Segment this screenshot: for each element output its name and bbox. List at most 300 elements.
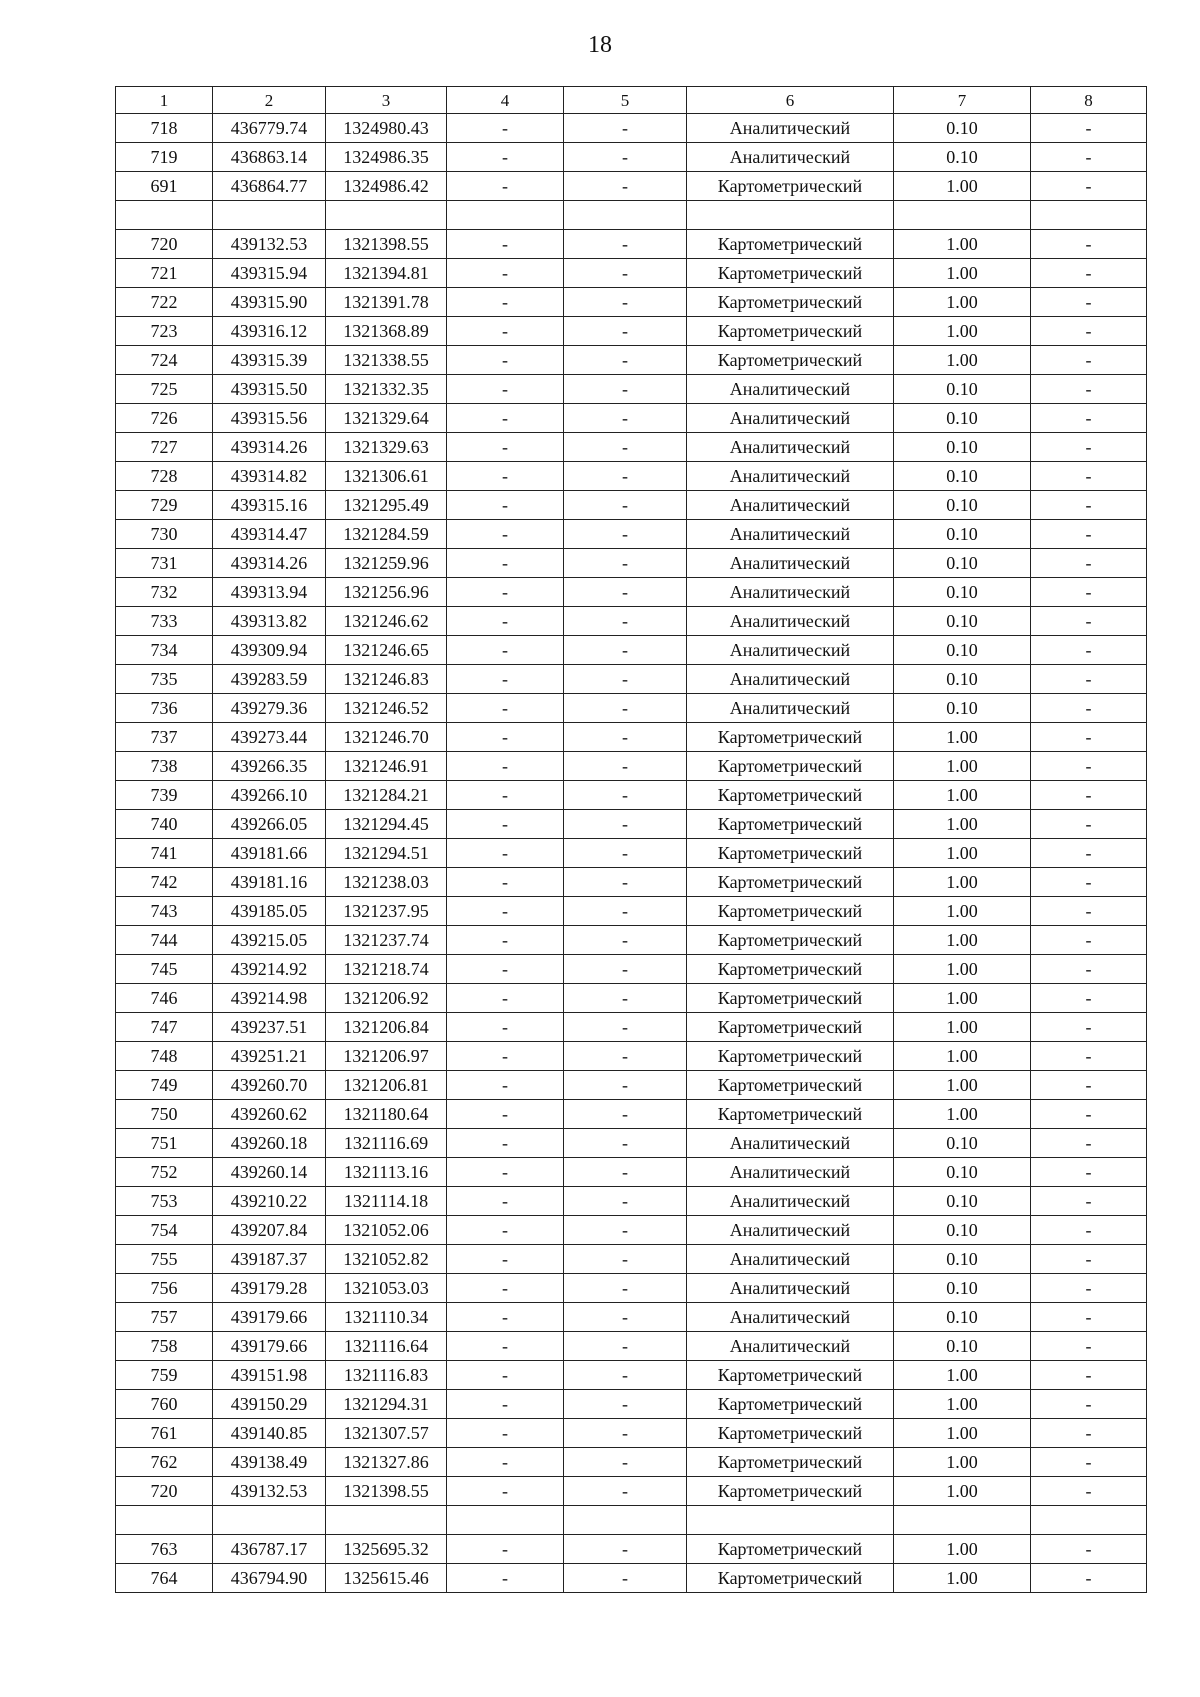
table-cell: 439315.56: [213, 404, 326, 433]
table-cell: -: [447, 491, 564, 520]
table-cell: 1.00: [894, 839, 1031, 868]
header-cell: 4: [447, 87, 564, 114]
table-cell: -: [1031, 839, 1147, 868]
table-cell: 439179.66: [213, 1332, 326, 1361]
table-cell: 439215.05: [213, 926, 326, 955]
header-cell: 7: [894, 87, 1031, 114]
table-cell: Картометрический: [687, 868, 894, 897]
table-row: [116, 433, 1147, 462]
table-cell: [213, 201, 326, 230]
header-cell: 5: [564, 87, 687, 114]
table-cell: Аналитический: [687, 404, 894, 433]
table-cell: 439315.16: [213, 491, 326, 520]
table-cell: [447, 201, 564, 230]
table-cell: -: [564, 1564, 687, 1593]
table-cell: -: [1031, 1245, 1147, 1274]
table-row: [116, 230, 1147, 259]
table-row: [116, 781, 1147, 810]
table-cell: -: [1031, 114, 1147, 143]
table-cell: 1.00: [894, 1448, 1031, 1477]
table-cell: 720: [116, 1477, 213, 1506]
table-row: [116, 1100, 1147, 1129]
table-cell: -: [447, 114, 564, 143]
table-cell: -: [447, 346, 564, 375]
table-cell: -: [1031, 1419, 1147, 1448]
table-cell: Аналитический: [687, 143, 894, 172]
table-cell: 1321394.81: [326, 259, 447, 288]
table-cell: -: [447, 1071, 564, 1100]
table-cell: 439138.49: [213, 1448, 326, 1477]
table-cell: 439314.26: [213, 549, 326, 578]
table-cell: -: [1031, 781, 1147, 810]
table-row: [116, 114, 1147, 143]
table-cell: -: [564, 1158, 687, 1187]
table-cell: 726: [116, 404, 213, 433]
table-cell: -: [1031, 1332, 1147, 1361]
table-cell: 439260.62: [213, 1100, 326, 1129]
table-cell: -: [1031, 1564, 1147, 1593]
table-cell: -: [1031, 520, 1147, 549]
table-cell: -: [447, 1361, 564, 1390]
table-cell: Картометрический: [687, 172, 894, 201]
table-cell: 732: [116, 578, 213, 607]
table-cell: -: [564, 1274, 687, 1303]
table-cell: 439237.51: [213, 1013, 326, 1042]
table-cell: 1321246.62: [326, 607, 447, 636]
table-cell: -: [564, 491, 687, 520]
table-cell: Аналитический: [687, 607, 894, 636]
table-cell: -: [564, 665, 687, 694]
table-row: [116, 201, 1147, 230]
table-cell: 0.10: [894, 404, 1031, 433]
table-cell: 729: [116, 491, 213, 520]
table-cell: 439260.14: [213, 1158, 326, 1187]
table-cell: 1.00: [894, 926, 1031, 955]
table-cell: [116, 201, 213, 230]
table-cell: -: [447, 1216, 564, 1245]
table-cell: 439181.66: [213, 839, 326, 868]
table-cell: 759: [116, 1361, 213, 1390]
table-cell: Картометрический: [687, 752, 894, 781]
table-cell: 1.00: [894, 1477, 1031, 1506]
table-cell: -: [1031, 984, 1147, 1013]
table-cell: 439187.37: [213, 1245, 326, 1274]
table-cell: -: [447, 1187, 564, 1216]
header-cell: 1: [116, 87, 213, 114]
table-row: [116, 868, 1147, 897]
table-cell: 1321329.64: [326, 404, 447, 433]
table-cell: 1321110.34: [326, 1303, 447, 1332]
table-cell: -: [1031, 404, 1147, 433]
table-cell: Картометрический: [687, 723, 894, 752]
table-cell: Картометрический: [687, 926, 894, 955]
table-cell: -: [564, 346, 687, 375]
table-cell: 1321294.31: [326, 1390, 447, 1419]
table-cell: Картометрический: [687, 1071, 894, 1100]
table-row: [116, 1187, 1147, 1216]
table-cell: -: [1031, 607, 1147, 636]
table-cell: 1321116.69: [326, 1129, 447, 1158]
table-cell: Аналитический: [687, 1245, 894, 1274]
table-cell: Аналитический: [687, 549, 894, 578]
table-cell: -: [564, 636, 687, 665]
table-cell: [447, 1506, 564, 1535]
table-cell: Аналитический: [687, 636, 894, 665]
table-cell: 439260.70: [213, 1071, 326, 1100]
table-cell: -: [447, 317, 564, 346]
table-cell: -: [447, 1564, 564, 1593]
table-cell: -: [447, 288, 564, 317]
table-cell: Картометрический: [687, 346, 894, 375]
table-cell: [687, 1506, 894, 1535]
table-cell: -: [564, 520, 687, 549]
table-cell: -: [1031, 810, 1147, 839]
table-row: [116, 346, 1147, 375]
table-cell: 1321246.70: [326, 723, 447, 752]
table-cell: -: [447, 636, 564, 665]
table-cell: Аналитический: [687, 665, 894, 694]
table-cell: -: [1031, 752, 1147, 781]
table-cell: -: [447, 781, 564, 810]
table-row: [116, 375, 1147, 404]
table-cell: 0.10: [894, 520, 1031, 549]
table-row: [116, 984, 1147, 1013]
table-cell: -: [447, 1042, 564, 1071]
table-cell: -: [447, 1245, 564, 1274]
table-cell: -: [564, 839, 687, 868]
table-cell: 1324986.42: [326, 172, 447, 201]
table-row: [116, 1564, 1147, 1593]
table-cell: -: [1031, 288, 1147, 317]
table-cell: 0.10: [894, 1303, 1031, 1332]
table-cell: -: [1031, 955, 1147, 984]
table-cell: Картометрический: [687, 1535, 894, 1564]
table-cell: 719: [116, 143, 213, 172]
table-cell: -: [1031, 1216, 1147, 1245]
table-cell: 436787.17: [213, 1535, 326, 1564]
table-cell: -: [447, 1100, 564, 1129]
table-row: [116, 897, 1147, 926]
table-cell: 0.10: [894, 375, 1031, 404]
table-cell: -: [564, 897, 687, 926]
table-cell: -: [564, 723, 687, 752]
table-cell: 0.10: [894, 549, 1031, 578]
table-cell: 439260.18: [213, 1129, 326, 1158]
table-cell: 1.00: [894, 1361, 1031, 1390]
table-cell: 439316.12: [213, 317, 326, 346]
table-cell: -: [564, 694, 687, 723]
table-cell: 1.00: [894, 752, 1031, 781]
table-cell: 0.10: [894, 491, 1031, 520]
table-row: [116, 1129, 1147, 1158]
table-cell: -: [564, 143, 687, 172]
table-cell: 439279.36: [213, 694, 326, 723]
table-cell: Картометрический: [687, 1042, 894, 1071]
table-cell: Аналитический: [687, 114, 894, 143]
table-cell: 1321206.97: [326, 1042, 447, 1071]
table-cell: [564, 1506, 687, 1535]
table-cell: 1.00: [894, 1100, 1031, 1129]
table-header: [116, 87, 1147, 114]
table-cell: -: [1031, 1100, 1147, 1129]
table-row: [116, 810, 1147, 839]
table-cell: -: [564, 578, 687, 607]
table-cell: 439314.82: [213, 462, 326, 491]
table-cell: [213, 1506, 326, 1535]
table-row: [116, 1332, 1147, 1361]
table-cell: 1.00: [894, 1071, 1031, 1100]
table-cell: -: [564, 1216, 687, 1245]
table-cell: Аналитический: [687, 1216, 894, 1245]
table-row: [116, 520, 1147, 549]
table-cell: -: [447, 694, 564, 723]
table-cell: -: [1031, 143, 1147, 172]
table-cell: -: [564, 1303, 687, 1332]
table-cell: [894, 1506, 1031, 1535]
table-row: [116, 1042, 1147, 1071]
table-cell: 1321295.49: [326, 491, 447, 520]
table-cell: [894, 201, 1031, 230]
table-cell: -: [564, 868, 687, 897]
table-row: [116, 404, 1147, 433]
table-cell: -: [447, 752, 564, 781]
table-cell: Картометрический: [687, 259, 894, 288]
table-cell: 758: [116, 1332, 213, 1361]
table-cell: 1321206.84: [326, 1013, 447, 1042]
table-cell: Аналитический: [687, 433, 894, 462]
table-cell: 1321246.91: [326, 752, 447, 781]
table-cell: 439314.47: [213, 520, 326, 549]
table-cell: 1321052.82: [326, 1245, 447, 1274]
table-cell: 0.10: [894, 433, 1031, 462]
table-cell: -: [564, 781, 687, 810]
table-cell: -: [1031, 1013, 1147, 1042]
table-cell: -: [564, 114, 687, 143]
table-cell: Картометрический: [687, 839, 894, 868]
table-cell: 1321307.57: [326, 1419, 447, 1448]
table-cell: 736: [116, 694, 213, 723]
table-cell: -: [1031, 694, 1147, 723]
table-row: [116, 1390, 1147, 1419]
table-cell: 1321284.21: [326, 781, 447, 810]
table-cell: 439251.21: [213, 1042, 326, 1071]
table-cell: -: [447, 375, 564, 404]
table-cell: 1321329.63: [326, 433, 447, 462]
table-cell: 1321294.45: [326, 810, 447, 839]
table-cell: Аналитический: [687, 1332, 894, 1361]
table-cell: 746: [116, 984, 213, 1013]
table-cell: 439313.82: [213, 607, 326, 636]
table-cell: -: [447, 1448, 564, 1477]
table-cell: 0.10: [894, 1274, 1031, 1303]
table-cell: 439266.10: [213, 781, 326, 810]
table-cell: -: [447, 665, 564, 694]
table-cell: 1321206.81: [326, 1071, 447, 1100]
table-cell: -: [564, 375, 687, 404]
table-cell: Картометрический: [687, 317, 894, 346]
table-cell: -: [1031, 433, 1147, 462]
table-row: [116, 1216, 1147, 1245]
table-cell: 727: [116, 433, 213, 462]
table-cell: 439313.94: [213, 578, 326, 607]
table-cell: Аналитический: [687, 1187, 894, 1216]
table-cell: 0.10: [894, 114, 1031, 143]
coordinates-table: [115, 86, 1147, 1593]
table-cell: -: [564, 317, 687, 346]
table-cell: 1.00: [894, 1535, 1031, 1564]
table-cell: 1.00: [894, 172, 1031, 201]
table-cell: -: [447, 1477, 564, 1506]
table-cell: -: [564, 752, 687, 781]
table-row: [116, 1274, 1147, 1303]
table-row: [116, 491, 1147, 520]
table-cell: 1.00: [894, 781, 1031, 810]
table-cell: 723: [116, 317, 213, 346]
table-cell: 1321259.96: [326, 549, 447, 578]
table-cell: 0.10: [894, 694, 1031, 723]
table-row: [116, 926, 1147, 955]
table-cell: 1.00: [894, 1419, 1031, 1448]
table-cell: 748: [116, 1042, 213, 1071]
table-cell: -: [447, 1158, 564, 1187]
table-cell: 753: [116, 1187, 213, 1216]
table-cell: 749: [116, 1071, 213, 1100]
table-cell: -: [1031, 868, 1147, 897]
table-cell: Аналитический: [687, 694, 894, 723]
table-row: [116, 1013, 1147, 1042]
table-cell: 724: [116, 346, 213, 375]
table-cell: Картометрический: [687, 1564, 894, 1593]
table-cell: -: [564, 259, 687, 288]
table-cell: 764: [116, 1564, 213, 1593]
table-cell: -: [447, 172, 564, 201]
table-cell: 439207.84: [213, 1216, 326, 1245]
table-cell: [1031, 1506, 1147, 1535]
table-cell: 1.00: [894, 1042, 1031, 1071]
table-cell: -: [447, 404, 564, 433]
table-cell: 1321218.74: [326, 955, 447, 984]
table-cell: 439214.92: [213, 955, 326, 984]
table-cell: -: [1031, 491, 1147, 520]
table-cell: Аналитический: [687, 491, 894, 520]
table-cell: 439179.66: [213, 1303, 326, 1332]
table-cell: 439181.16: [213, 868, 326, 897]
table-cell: Аналитический: [687, 462, 894, 491]
table-cell: -: [1031, 317, 1147, 346]
table-cell: 722: [116, 288, 213, 317]
table-cell: 0.10: [894, 1158, 1031, 1187]
table-cell: -: [447, 810, 564, 839]
table-cell: 733: [116, 607, 213, 636]
table-row: [116, 1477, 1147, 1506]
table-cell: -: [1031, 346, 1147, 375]
table-cell: 436794.90: [213, 1564, 326, 1593]
table-cell: -: [1031, 549, 1147, 578]
table-cell: 1.00: [894, 230, 1031, 259]
table-cell: 1321237.95: [326, 897, 447, 926]
table-cell: 1321246.65: [326, 636, 447, 665]
table-cell: 0.10: [894, 1187, 1031, 1216]
table-cell: Картометрический: [687, 810, 894, 839]
table-cell: Аналитический: [687, 1158, 894, 1187]
table-row: [116, 1158, 1147, 1187]
table-row: [116, 723, 1147, 752]
table-cell: 1321368.89: [326, 317, 447, 346]
table-cell: Аналитический: [687, 1303, 894, 1332]
table-cell: -: [1031, 230, 1147, 259]
table-cell: -: [447, 462, 564, 491]
table-cell: 718: [116, 114, 213, 143]
table-cell: -: [447, 1419, 564, 1448]
header-cell: 6: [687, 87, 894, 114]
table-cell: -: [1031, 665, 1147, 694]
table-cell: 1321398.55: [326, 1477, 447, 1506]
table-cell: 1.00: [894, 897, 1031, 926]
table-row: [116, 752, 1147, 781]
table-cell: -: [564, 1448, 687, 1477]
table-cell: Картометрический: [687, 984, 894, 1013]
table-row: [116, 549, 1147, 578]
table-cell: -: [447, 578, 564, 607]
table-cell: -: [1031, 172, 1147, 201]
table-cell: 439132.53: [213, 1477, 326, 1506]
table-row: [116, 665, 1147, 694]
table-cell: -: [564, 1013, 687, 1042]
table-cell: 1.00: [894, 317, 1031, 346]
table-cell: -: [447, 549, 564, 578]
table-cell: Аналитический: [687, 375, 894, 404]
table-cell: 739: [116, 781, 213, 810]
table-cell: 1.00: [894, 810, 1031, 839]
table-cell: -: [447, 1332, 564, 1361]
table-cell: 721: [116, 259, 213, 288]
table-cell: -: [1031, 1303, 1147, 1332]
table-cell: 1321398.55: [326, 230, 447, 259]
table-cell: Картометрический: [687, 230, 894, 259]
table-cell: 1321052.06: [326, 1216, 447, 1245]
table-cell: -: [447, 984, 564, 1013]
table-cell: 1.00: [894, 984, 1031, 1013]
table-cell: -: [564, 288, 687, 317]
table-cell: -: [1031, 1158, 1147, 1187]
table-cell: 1.00: [894, 955, 1031, 984]
table-cell: 725: [116, 375, 213, 404]
table-cell: -: [564, 1390, 687, 1419]
table-cell: -: [1031, 1129, 1147, 1158]
table-cell: [326, 1506, 447, 1535]
table-cell: 691: [116, 172, 213, 201]
table-cell: 1.00: [894, 288, 1031, 317]
table-cell: -: [447, 259, 564, 288]
table-cell: -: [447, 1274, 564, 1303]
table-cell: -: [1031, 897, 1147, 926]
table-cell: 760: [116, 1390, 213, 1419]
table-cell: -: [564, 404, 687, 433]
header-cell: 2: [213, 87, 326, 114]
table-cell: -: [564, 1361, 687, 1390]
table-cell: [564, 201, 687, 230]
table-cell: -: [1031, 259, 1147, 288]
table-cell: 737: [116, 723, 213, 752]
table-cell: 1321237.74: [326, 926, 447, 955]
table-cell: -: [447, 143, 564, 172]
table-cell: 728: [116, 462, 213, 491]
table-cell: 743: [116, 897, 213, 926]
table-row: [116, 1419, 1147, 1448]
table-cell: -: [1031, 1448, 1147, 1477]
table-cell: -: [1031, 462, 1147, 491]
table-cell: 1321306.61: [326, 462, 447, 491]
